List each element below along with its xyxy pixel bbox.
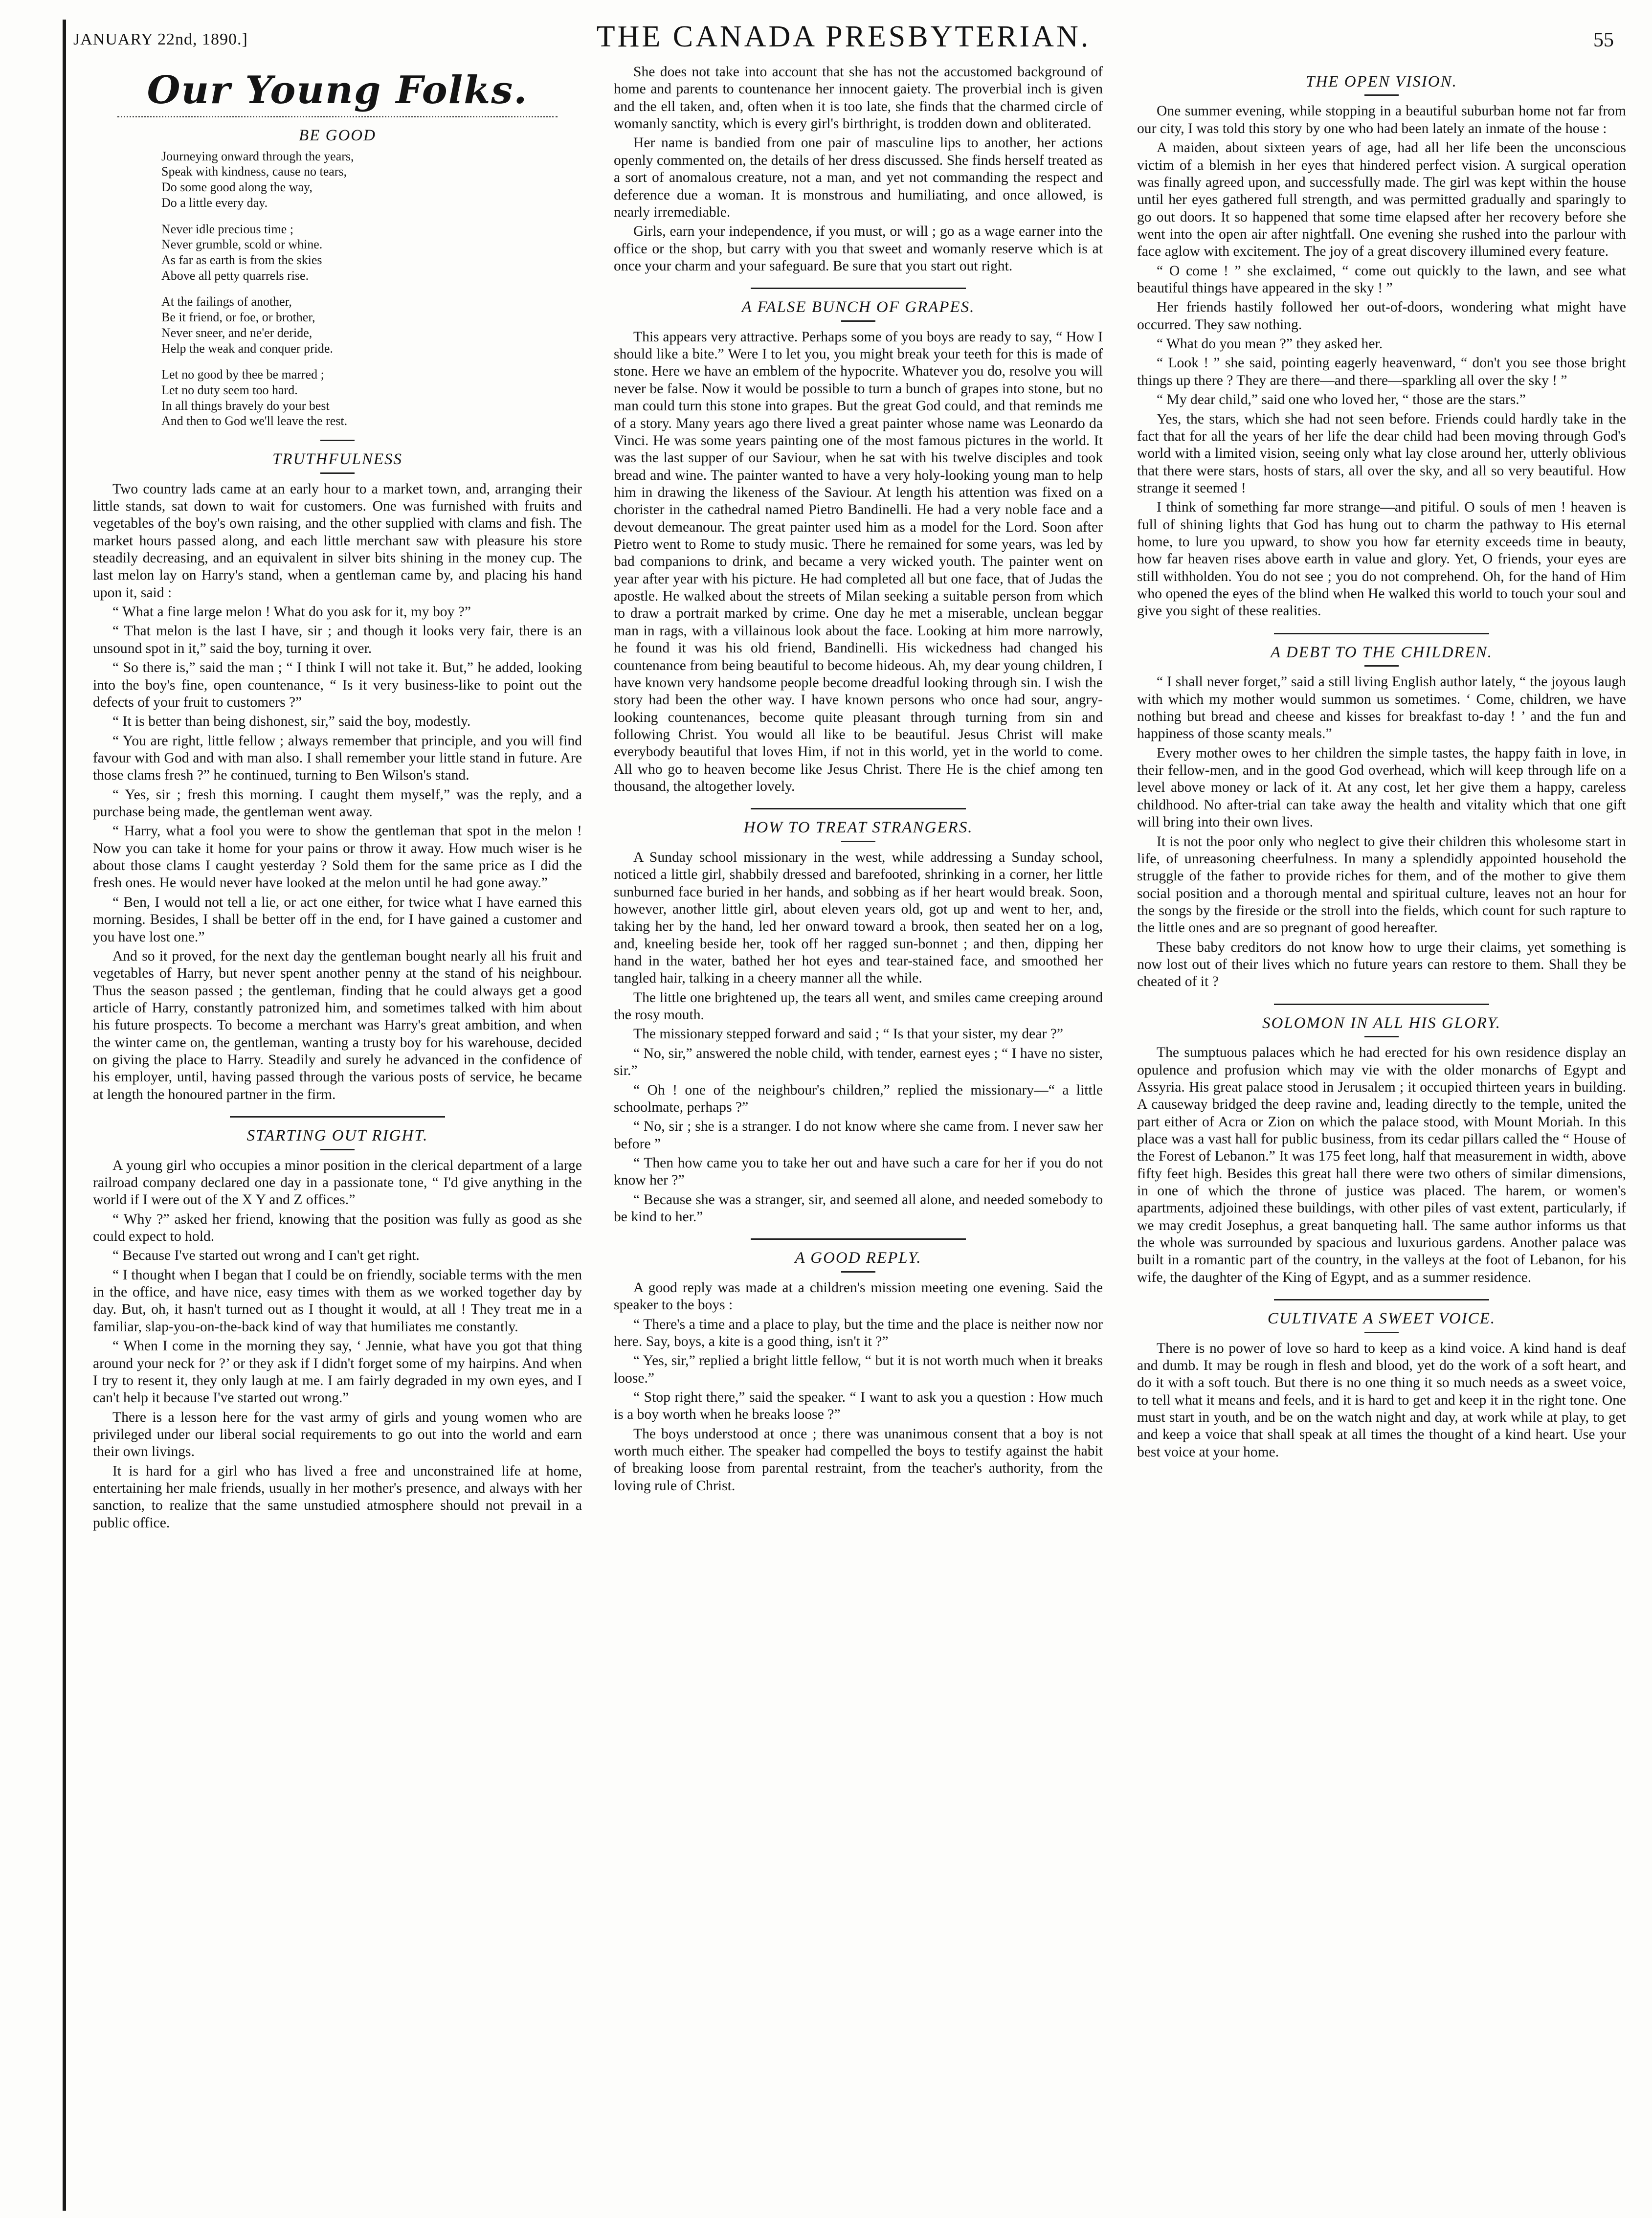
paragraph: It is hard for a girl who has lived a free and unconstrained life at home, entertaining her male friends, usually in her mother's presence, and always with her sanction, to realize that the same unstudied atmosphere should not prevail in a public office. bbox=[93, 1463, 582, 1531]
poem-line: Journeying onward through the years, bbox=[161, 149, 354, 163]
paragraph: Her friends hastily followed her out-of-doors, wondering what might have occurred. They saw nothing. bbox=[1137, 299, 1626, 333]
paragraph: “ So there is,” said the man ; “ I think I will not take it. But,” he added, looking into the boy's fine, open countenance, “ Is it very business-like to point out the defects of your fruit to customers ?” bbox=[93, 660, 582, 710]
paragraph: She does not take into account that she has not the accustomed background of home and parents to countenance her innocent gaiety. The proverbial inch is given and the ell taken, and, often when it is too late, she finds that the charmed circle of womanly sanctity, which is every girl's birthright, is trodden down and obliterated. bbox=[614, 64, 1103, 132]
column-3 bbox=[1137, 64, 1626, 2206]
paragraph: “ No, sir ; she is a stranger. I do not know where she came from. I never saw her before ” bbox=[614, 1119, 1103, 1152]
paragraph: “ What do you mean ?” they asked her. bbox=[1157, 336, 1383, 352]
paragraph: “ Because I've started out wrong and I can't get right. bbox=[112, 1248, 420, 1264]
article-title-debt: A DEBT TO THE CHILDREN. bbox=[1271, 643, 1493, 661]
section-divider bbox=[751, 288, 966, 289]
article-truthfulness bbox=[93, 481, 582, 1104]
paragraph: The boys understood at once ; there was unanimous consent that a boy is not worth much either. The speaker had compelled the boys to testify against the habit of breaking loose from parental restraint, from the teacher's authority, from the loving rule of Christ. bbox=[614, 1426, 1103, 1494]
poem-line: Let no duty seem too hard. bbox=[161, 382, 298, 397]
column-1 bbox=[93, 64, 582, 2206]
paragraph: Girls, earn your independence, if you must, or will ; go as a wage earner into the office or the shop, but carry with you that sweet and womanly reserve which is at once your charm and your safeguard. Be sure that you start out right. bbox=[614, 224, 1103, 274]
poem-stanza bbox=[161, 222, 582, 284]
paragraph: Two country lads came at an early hour to a market town, and, arranging their little stands, sat down to wait for customers. One was furnished with fruits and vegetables of the boy's own raising, and the other supplied with clams and fish. The market hours passed along, and each little merchant saw with pleasure his store steadily decreasing, and an equivalent in silver bits shining in the money cup. The last melon lay on Harry's stand, when a gentleman came by, and placing his hand upon it, said : bbox=[93, 481, 582, 601]
paragraph: A good reply was made at a children's mission meeting one evening. Said the speaker to the boys : bbox=[614, 1279, 1103, 1313]
article-debt bbox=[1137, 673, 1626, 990]
title-underline bbox=[841, 841, 875, 842]
section-divider bbox=[751, 1238, 966, 1240]
paragraph: A young girl who occupies a minor position in the clerical department of a large railroad company declared one day in a passionate tone, “ I'd give anything in the world if I were out of the X Y and Z offices.” bbox=[93, 1157, 582, 1208]
article-starting-out bbox=[93, 1157, 582, 1532]
paragraph: It is not the poor only who neglect to give their children this wholesome start in life, of unreasoning cheerfulness. In many a splendidly appointed household the struggle of the father to provide riches for them, and of the mother to give them social position and a thorough mental and spiritual culture, leaves not an hour for the songs by the fireside or the stroll into the fields, which count for such rapture to the little ones and are so pregnant of good hereafter. bbox=[1137, 833, 1626, 936]
title-underline bbox=[1364, 1332, 1399, 1333]
paragraph: Yes, the stars, which she had not seen before. Friends could hardly take in the fact that for all the years of her life the dear child had been moving through God's world with a limited vision, seeing only what lay close around her, utterly oblivious that there were stars, hosts of stars, all over the sky, and all so very beautiful. How strange it seemed ! bbox=[1137, 411, 1626, 496]
article-title-open-vision: THE OPEN VISION. bbox=[1306, 73, 1457, 90]
article-starting-out-continued bbox=[614, 64, 1103, 275]
article-title-starting-out: STARTING OUT RIGHT. bbox=[246, 1127, 428, 1145]
poem-line: Never sneer, and ne'er deride, bbox=[161, 325, 313, 340]
poem-be-good bbox=[161, 149, 582, 429]
issue-date: JANUARY 22nd, 1890.] bbox=[73, 30, 248, 48]
paragraph: “ Stop right there,” said the speaker. “ I want to ask you a question : How much is a boy worth when he breaks loose ?” bbox=[614, 1389, 1103, 1423]
title-underline bbox=[1364, 1036, 1399, 1037]
paragraph: “ Harry, what a fool you were to show the gentleman that spot in the melon ! Now you can take it home for your pains or throw it away. How much wiser is he about those clams I caught yesterday ? Sold them for the same price as I did the fresh ones. He would never have looked at the melon until he had gone away.” bbox=[93, 823, 582, 891]
paragraph: “ My dear child,” said one who loved her, “ those are the stars.” bbox=[1157, 392, 1526, 408]
paragraph: “ You are right, little fellow ; always remember that principle, and you will find favour with God and with man also. I shall remember your little stand in future. Are those clams fresh ?” he continued, turning to Ben Wilson's stand. bbox=[93, 733, 582, 784]
poem-line: Never idle precious time ; bbox=[161, 222, 294, 236]
binding-edge bbox=[63, 20, 66, 2211]
paragraph: “ There's a time and a place to play, but the time and the place is neither now nor here. Say, boys, a kite is a good thing, isn't it ?” bbox=[614, 1316, 1103, 1349]
section-divider bbox=[1274, 633, 1489, 634]
paragraph: “ When I come in the morning they say, ‘ Jennie, what have you got that thing around your neck for ?’ or they ask if I didn't forget some of my hairpins. And when I try to resent it, they only laugh at me. I am fairly degraded in my own eyes, and I can't help it because I've started out wrong.” bbox=[93, 1338, 582, 1406]
title-underline bbox=[320, 472, 355, 474]
article-title-strangers: HOW TO TREAT STRANGERS. bbox=[743, 819, 973, 837]
section-divider bbox=[320, 440, 355, 441]
paragraph: “ I shall never forget,” said a still living English author lately, “ the joyous laugh with which my mother would summon us sometimes. ‘ Come, children, we have nothing but bread and cheese and kisses for breakfast to-day ! ’ and the fun and happiness of those scanty meals.” bbox=[1137, 674, 1626, 742]
paragraph: “ Yes, sir,” replied a bright little fellow, “ but it is not worth much when it breaks loose.” bbox=[614, 1353, 1103, 1386]
paragraph: “ Why ?” asked her friend, knowing that the position was fully as good as she could expect to hold. bbox=[93, 1211, 582, 1244]
paragraph: Every mother owes to her children the simple tastes, the happy faith in love, in their fellow-men, and in the good God overhead, which will keep through life on a level above money or lack of it. At any cost, let her give them a happy, careless childhood. No after-trial can take away the health and vitality which that one gift will bring into their own lives. bbox=[1137, 745, 1626, 830]
paragraph: “ Oh ! one of the neighbour's children,” replied the missionary—“ a little schoolmate, perhaps ?” bbox=[614, 1082, 1103, 1115]
section-divider bbox=[751, 808, 966, 809]
poem-line: Be it friend, or foe, or brother, bbox=[161, 310, 315, 325]
paragraph: These baby creditors do not know how to urge their claims, yet something is now lost out of their lives which no future years can restore to them. Shall they be cheated of it ? bbox=[1137, 939, 1626, 990]
poem-line: And then to God we'll leave the rest. bbox=[161, 414, 348, 428]
poem-line: Do a little every day. bbox=[161, 195, 268, 210]
paragraph: “ It is better than being dishonest, sir,” said the boy, modestly. bbox=[112, 714, 471, 730]
poem-line: Let no good by thee be marred ; bbox=[161, 367, 324, 382]
paragraph: There is no power of love so hard to keep as a kind voice. A kind hand is deaf and dumb. It may be rough in flesh and blood, yet do the work of a soft heart, and do it with a soft touch. But there is no one thing it so much needs as a sweet voice, to tell what it means and feels, and it is hard to get and keep it in the right tone. One must start in youth, and be on the watch night and day, at work while at play, to get and keep a voice that shall speak at all times the thought of a kind heart. Use your best voice at your home. bbox=[1137, 1340, 1626, 1460]
section-divider bbox=[230, 1116, 445, 1118]
title-underline bbox=[841, 320, 875, 322]
poem-line: Speak with kindness, cause no tears, bbox=[161, 164, 347, 179]
title-underline bbox=[841, 1271, 875, 1273]
column-2 bbox=[614, 64, 1103, 2206]
article-solomon bbox=[1137, 1044, 1626, 1286]
paragraph: “ That melon is the last I have, sir ; and though it looks very fair, there is an unsound spot in it,” said the boy, turning it over. bbox=[93, 623, 582, 656]
article-sweet-voice bbox=[1137, 1340, 1626, 1461]
paragraph: “ Yes, sir ; fresh this morning. I caught them myself,” was the reply, and a purchase being made, the gentleman went away. bbox=[93, 786, 582, 820]
section-masthead: Our Young Folks. bbox=[147, 68, 528, 112]
paragraph: “ Because she was a stranger, sir, and seemed all alone, and needed somebody to be kind to her.” bbox=[614, 1191, 1103, 1225]
paragraph: Her name is bandied from one pair of masculine lips to another, her actions openly commented on, the details of her dress discussed. She finds herself treated as a sort of anomalous creature, not a man, and yet not commanding the respect and deference due a woman. It is monstrous and humiliating, and once allowed, is nearly irremediable. bbox=[614, 135, 1103, 220]
paragraph: “ O come ! ” she exclaimed, “ come out quickly to the lawn, and see what beautiful things have appeared in the sky ! ” bbox=[1137, 263, 1626, 296]
paragraph: The sumptuous palaces which he had erected for his own residence display an opulence and profusion which may vie with the older monarchs of Egypt and Assyria. His great palace stood in Jerusalem ; it occupied thirteen years in building. A causeway bridged the deep ravine and, leading directly to the temple, united the part either of Acra or Zion on which the palace stood, with Mount Moriah. In this place was a vast hall for public business, from its cedar pillars called the “ House of the Forest of Lebanon.” It was 175 feet long, half that measurement in width, above fifty feet high. Besides this great hall there were two others of similar dimensions, in one of which the throne of justice was placed. The harem, or women's apartments, adjoined these buildings, with other piles of vast extent, particularly, if we may credit Josephus, a great banqueting hall. The same author informs us that the whole was surrounded by spacious and luxurious gardens. Another palace was built in a romantic part of the country, in the valleys at the foot of Lebanon, for his wife, the daughter of the King of Egypt, and as a summer residence. bbox=[1137, 1045, 1626, 1285]
poem-line: Help the weak and conquer pride. bbox=[161, 341, 333, 356]
paragraph: And so it proved, for the next day the gentleman bought nearly all his fruit and vegetables of Harry, but never spent another penny at the stand of his neighbour. Thus the season passed ; the gentleman, finding that he could always get a good article of Harry, constantly patronized him, and sometimes talked with him about his future prospects. To become a merchant was Harry's great ambition, and when the winter came on, the gentleman, wanting a trusty boy for his warehouse, decided on giving the place to Harry. Steadily and surely he advanced in the confidence of his employer, until, having passed through the various posts of service, he became at length the honoured partner in the firm. bbox=[93, 948, 582, 1102]
title-underline bbox=[1364, 665, 1399, 667]
article-title-sweet-voice: CULTIVATE A SWEET VOICE. bbox=[1267, 1310, 1496, 1328]
title-underline bbox=[1364, 94, 1399, 96]
poem-line: Do some good along the way, bbox=[161, 180, 313, 195]
poem-line: As far as earth is from the skies bbox=[161, 252, 322, 267]
paragraph: “ Look ! ” she said, pointing eagerly heavenward, “ don't you see those bright things up there ? They are there—and there—sparkling all over the sky ! ” bbox=[1137, 355, 1626, 388]
masthead-divider bbox=[117, 116, 558, 117]
paragraph: This appears very attractive. Perhaps some of you boys are ready to say, “ How I should like a bite.” Were I to let you, you might break your teeth for this is made of stone. Here we have an emblem of the hypocrite. Whatever you do, resolve you will never be false. Now it would be possible to turn a bunch of grapes into stone, but no man could turn this stone into grapes. But the great God could, and that reminds me of a story. Many years ago there lived a great painter whose name was Leonardo da Vinci. He was some years painting one of the most famous pictures in the world. It was the last supper of our Saviour, when he sat with his twelve disciples and took bread and wine. The painter wanted to have a very holy-looking young man to help him in drawing the likeness of the Saviour. At length his attention was fixed on a chorister in the cathedral named Pietro Bandinelli. He had a very noble face and a devout demeanour. The great painter used him as a model for the Lord. Soon after Pietro went to Rome to study music. There he remained for some years, was led by bad companions to drink, and became a very wicked youth. The painter went on year after year with his picture. He had completed all but one face, that of Judas the apostle. He walked about the streets of Milan seeking a suitable person from which to draw a portrait marked by crime. One day he met a miserable, unclean beggar man in rags, with a villainous look about the face. Looking at him more narrowly, he found it was his old friend, Bandinelli. His wickedness had changed his countenance from being beautiful to become hideous. Ah, my dear young children, I have known very handsome people become dreadful looking through sin. I wish the story had been the other way. I have known persons who once had sour, angry-looking countenances, become quite pleasant through turning from sin and following Christ. You would all like to be beautiful. Jesus Christ will make everybody beautiful that loves Him, if not in this world, yet in the world to come. All who go to heaven become like Jesus Christ. There He is the chief among ten thousand, the altogether lovely. bbox=[614, 329, 1103, 795]
paragraph: A Sunday school missionary in the west, while addressing a Sunday school, noticed a little girl, shabbily dressed and barefooted, shrinking in a corner, her little sunburned face buried in her hands, and sobbing as if her heart would break. Soon, however, another little girl, about eleven years old, got up and went to her, and, taking her by the hand, led her onward toward a brook, then seated her on a log, and, kneeling beside her, took off her ragged sun-bonnet ; and then, dipping her hand in the water, bathed her hot eyes and tear-stained face, and smoothed her tangled hair, talking in a cheery manner all the while. bbox=[614, 849, 1103, 986]
article-title-false-grapes: A FALSE BUNCH OF GRAPES. bbox=[741, 298, 975, 316]
article-strangers bbox=[614, 849, 1103, 1226]
paragraph: The little one brightened up, the tears all went, and smiles came creeping around the rosy mouth. bbox=[614, 989, 1103, 1023]
paragraph: A maiden, about sixteen years of age, had all her life been the unconscious victim of a blemish in her eyes that hindered perfect vision. A surgical operation was finally agreed upon, and successfully made. The girl was kept within the house until her eyes gathered full strength, and was permitted gradually and sparingly to go out doors. It so happened that some time elapsed after her recovery before she went into the open air after nightfall. One evening she rushed into the parlour with face aglow with excitement. The joy of a great discovery illumined every feature. bbox=[1137, 140, 1626, 260]
article-title-truthfulness: TRUTHFULNESS bbox=[272, 450, 403, 469]
poem-title: BE GOOD bbox=[299, 127, 376, 145]
article-open-vision bbox=[1137, 103, 1626, 620]
article-false-grapes bbox=[614, 329, 1103, 796]
poem-stanza bbox=[161, 149, 582, 211]
section-divider bbox=[1274, 1004, 1489, 1005]
poem-line: Never grumble, scold or whine. bbox=[161, 237, 323, 252]
paragraph: “ Ben, I would not tell a lie, or act one either, for twice what I have earned this morning. Besides, I shall be better off in the end, for I have gained a customer and you have lost one.” bbox=[93, 894, 582, 945]
paragraph: “ Then how came you to take her out and have such a care for her if you do not know her ?” bbox=[614, 1155, 1103, 1188]
article-title-solomon: SOLOMON IN ALL HIS GLORY. bbox=[1262, 1014, 1501, 1032]
paragraph: “ What a fine large melon ! What do you ask for it, my boy ?” bbox=[112, 604, 471, 620]
poem-line: Above all petty quarrels rise. bbox=[161, 268, 309, 283]
article-good-reply bbox=[614, 1279, 1103, 1495]
paragraph: One summer evening, while stopping in a beautiful suburban home not far from our city, I was told this story by one who had been lately an inmate of the house : bbox=[1137, 103, 1626, 136]
poem-line: In all things bravely do your best bbox=[161, 398, 330, 413]
poem-stanza bbox=[161, 367, 582, 429]
paragraph: I think of something far more strange—and pitiful. O souls of men ! heaven is full of shining lights that God has hung out to charm the pathway to His eternal home, to lure you upward, to show you how far eternity exceeds time in beauty, how far heaven rises above earth in value and glory. Yet, O friends, your eyes are still withholden. You do not see ; you do not comprehend. Oh, for the hand of Him who opened the eyes of the blind when He walked this world to touch your soul and give you sight of these realities. bbox=[1137, 499, 1626, 619]
paragraph: There is a lesson here for the vast army of girls and young women who are privileged under our liberal social requirements to go out into the world and earn their own livings. bbox=[93, 1409, 582, 1460]
paragraph: “ No, sir,” answered the noble child, with tender, earnest eyes ; “ I have no sister, sir.” bbox=[614, 1045, 1103, 1079]
paragraph: The missionary stepped forward and said ; “ Is that your sister, my dear ?” bbox=[633, 1026, 1063, 1042]
title-underline bbox=[320, 1149, 355, 1150]
poem-line: At the failings of another, bbox=[161, 294, 292, 309]
page-number: 55 bbox=[1593, 29, 1614, 51]
article-title-good-reply: A GOOD REPLY. bbox=[795, 1249, 922, 1267]
newspaper-title: THE CANADA PRESBYTERIAN. bbox=[596, 20, 1091, 53]
section-divider bbox=[1274, 1299, 1489, 1300]
poem-stanza bbox=[161, 294, 582, 356]
paragraph: “ I thought when I began that I could be on friendly, sociable terms with the men in the office, and have nice, easy times with them as we worked together day by day. But, oh, it hasn't turned out as I thought it would, at all ! They treat me in a familiar, slap-you-on-the-back kind of way that humiliates me constantly. bbox=[93, 1267, 582, 1335]
